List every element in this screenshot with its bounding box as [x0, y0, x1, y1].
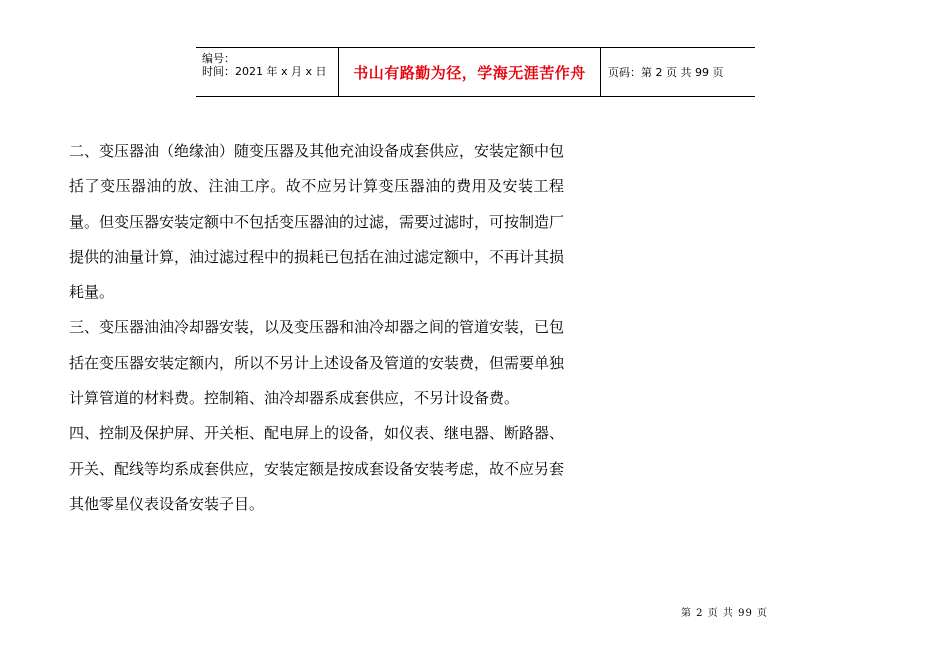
page-footer: 第 2 页 共 99 页	[681, 608, 768, 619]
paragraph-2: 二、变压器油（绝缘油）随变压器及其他充油设备成套供应，安装定额中包括了变压器油的放、注油工序。故不应另计算变压器油的费用及安装工程量。但变压器安装定额中不包括变压器油的过滤，需要过滤时，可按制造厂提供的油量计算，油过滤过程中的损耗已包括在油过滤定额中，不再计其损耗量。	[69, 142, 565, 302]
page-header	[196, 47, 755, 97]
motto-text: 书山有路勤为径，学海无涯苦作舟	[353, 63, 586, 82]
time-label: 时间：2021 年 x 月 x 日	[202, 65, 327, 78]
header-meta-cell	[196, 48, 339, 96]
header-motto-cell	[339, 48, 601, 96]
page-code: 页码：第 2 页 共 99 页	[608, 66, 724, 79]
header-page-cell	[601, 48, 755, 96]
serial-number-label: 编号：	[202, 52, 235, 65]
paragraph-3: 三、变压器油油冷却器安装，以及变压器和油冷却器之间的管道安装，已包括在变压器安装定额内，所以不另计上述设备及管道的安装费，但需要单独计算管道的材料费。控制箱、油冷却器系成套供应，不另计设备费。	[69, 318, 565, 408]
paragraph-4: 四、控制及保护屏、开关柜、配电屏上的设备，如仪表、继电器、断路器、开关、配线等均系成套供应，安装定额是按成套设备安装考虑，故不应另套其他零星仪表设备安装子目。	[69, 424, 565, 513]
body-text	[69, 134, 564, 522]
